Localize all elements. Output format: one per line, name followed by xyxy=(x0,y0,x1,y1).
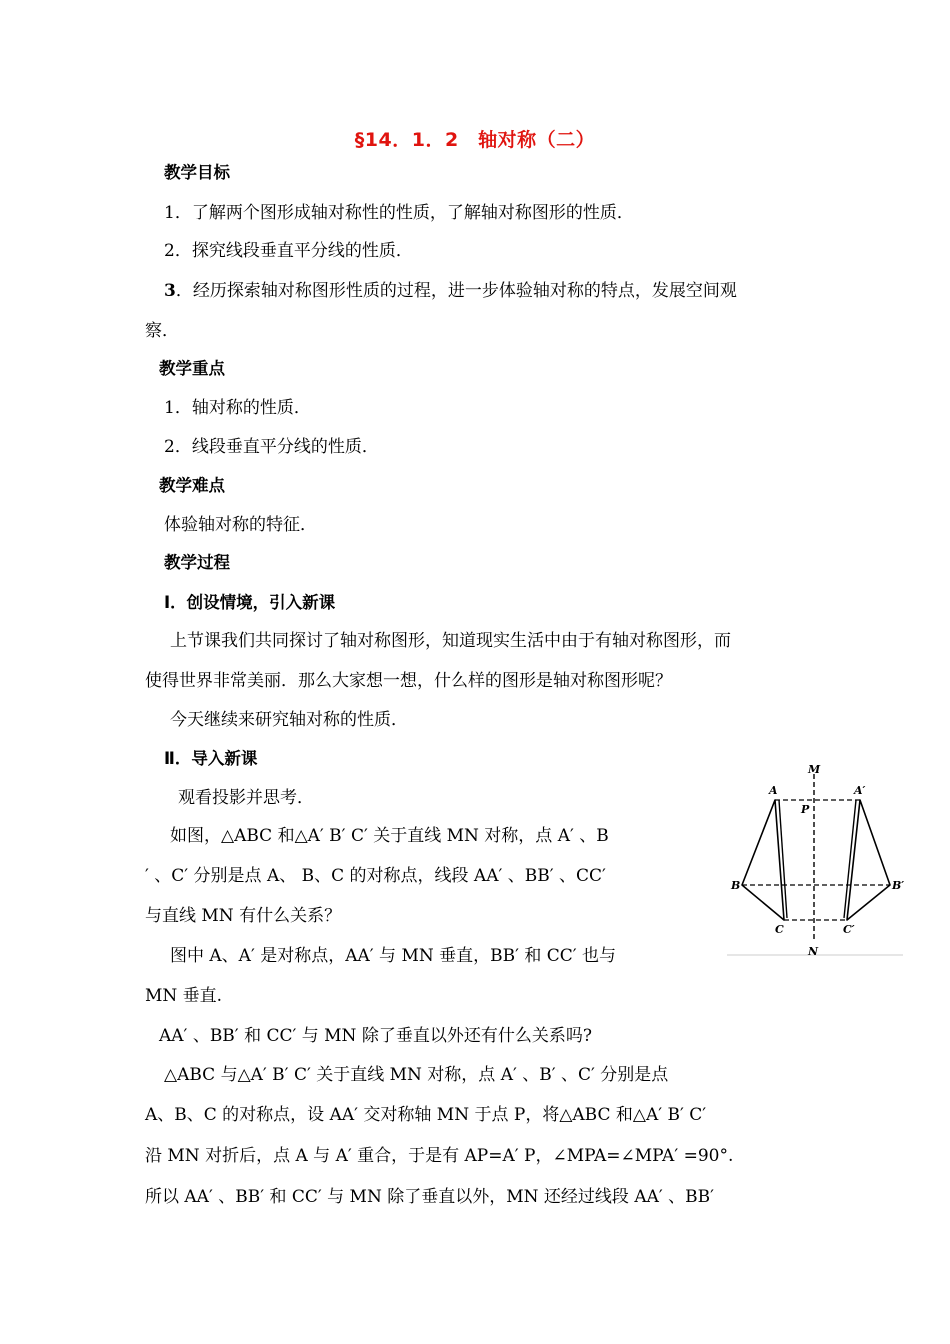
part2-line-8: △ABC 与△A′ B′ C′ 关于直线 MN 对称，点 A′ 、B′ 、C′ 分别是点 xyxy=(164,1065,669,1085)
keypoint-item-2: 2．线段垂直平分线的性质． xyxy=(164,437,379,457)
label-n: N xyxy=(808,945,819,958)
difficulty-heading: 教学难点 xyxy=(159,476,225,495)
part2-line-4: 与直线 MN 有什么关系？ xyxy=(145,906,342,926)
triangle-a2b2c2 xyxy=(847,800,890,920)
difficulty-text: 体验轴对称的特征． xyxy=(164,515,317,535)
label-b-prime: B′ xyxy=(892,879,905,892)
part2-line-9: A、B、C 的对称点，设 AA′ 交对称轴 MN 于点 P，将△ABC 和△A′ B′ C′ xyxy=(145,1105,707,1125)
part2-line-7: AA′ 、BB′ 和 CC′ 与 MN 除了垂直以外还有什么关系吗? xyxy=(159,1026,592,1046)
objectives-heading: 教学目标 xyxy=(164,163,230,182)
page-title: §14．1．2 轴对称（二） xyxy=(354,129,596,151)
objective-item-2: 2．探究线段垂直平分线的性质． xyxy=(164,241,413,261)
objective-item-3-number: 3 xyxy=(164,281,176,301)
objective-item-1: 1．了解两个图形成轴对称性的性质，了解轴对称图形的性质． xyxy=(164,203,634,223)
objective-item-3 xyxy=(164,280,737,302)
label-c-prime: C′ xyxy=(843,923,855,936)
label-m: M xyxy=(808,763,821,776)
label-a-prime: A′ xyxy=(854,784,866,797)
process-heading: 教学过程 xyxy=(164,553,230,572)
symmetry-figure xyxy=(727,758,907,958)
part2-line-1: 观看投影并思考． xyxy=(178,788,314,808)
label-a: A xyxy=(769,784,778,797)
part1-line-3: 今天继续来研究轴对称的性质． xyxy=(170,710,408,730)
part2-heading: Ⅱ．导入新课 xyxy=(164,749,258,768)
part2-line-2: 如图，△ABC 和△A′ B′ C′ 关于直线 MN 对称，点 A′ 、B xyxy=(170,826,609,846)
part2-line-3: ′ 、C′ 分别是点 A、 B、C 的对称点，线段 AA′ 、BB′ 、CC′ xyxy=(145,866,606,886)
keypoints-heading: 教学重点 xyxy=(159,359,225,378)
label-b: B xyxy=(731,879,741,892)
part1-heading: Ⅰ．创设情境，引入新课 xyxy=(164,593,336,612)
part2-line-5: 图中 A、A′ 是对称点，AA′ 与 MN 垂直，BB′ 和 CC′ 也与 xyxy=(170,946,617,966)
keypoint-item-1: 1．轴对称的性质． xyxy=(164,398,311,418)
objective-item-3-cont: 察． xyxy=(145,321,179,341)
part2-line-10: 沿 MN 对折后，点 A 与 A′ 重合，于是有 AP=A′ P，∠MPA=∠MPA′ =90°. xyxy=(145,1146,734,1166)
part1-line-2: 使得世界非常美丽．那么大家想一想，什么样的图形是轴对称图形呢？ xyxy=(145,671,672,691)
label-p: P xyxy=(801,803,810,816)
part1-line-1: 上节课我们共同探讨了轴对称图形，知道现实生活中由于有轴对称图形，而 xyxy=(170,631,731,651)
objective-item-3-text: ．经历探索轴对称图形性质的过程，进一步体验轴对称的特点，发展空间观 xyxy=(175,281,737,301)
part2-line-11: 所以 AA′ 、BB′ 和 CC′ 与 MN 除了垂直以外，MN 还经过线段 AA′ 、BB′ xyxy=(145,1187,714,1207)
label-c: C xyxy=(775,923,784,936)
part2-line-6: MN 垂直. xyxy=(145,986,223,1006)
triangle-abc xyxy=(742,800,784,920)
